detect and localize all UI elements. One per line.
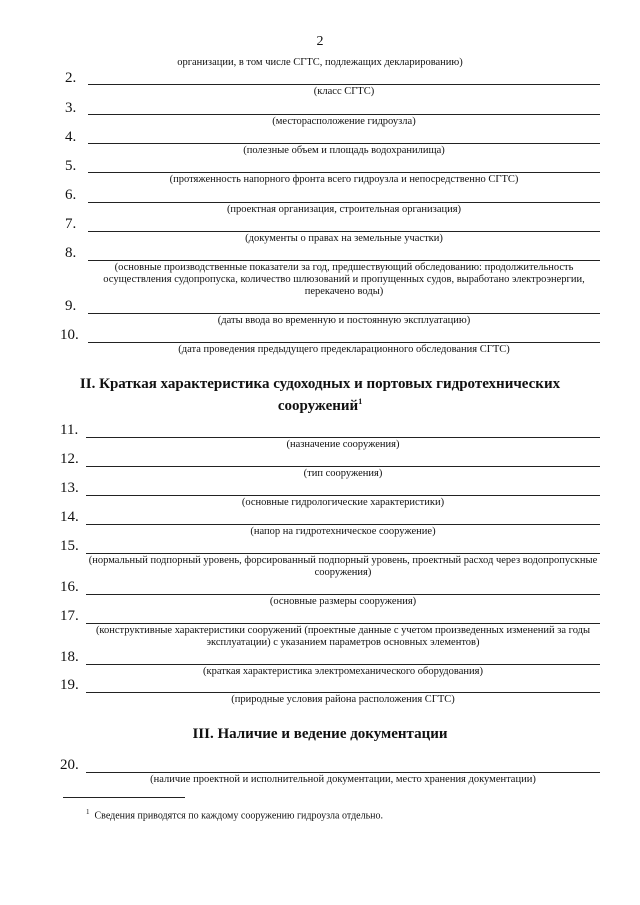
item-caption: (проектная организация, строительная организация) [226,204,462,215]
section-2-title-text: сооружений [277,398,359,414]
item-caption: (даты ввода во временную и постоянную эксплуатацию) [217,315,471,326]
fill-line[interactable] [86,664,600,665]
item-caption: (основные размеры сооружения) [269,596,417,607]
item-number: 15. [60,538,79,554]
fill-line[interactable] [88,172,600,173]
item-number: 19. [60,677,79,693]
item-number: 5. [65,158,77,174]
item-caption-line: (конструктивные характеристики сооружений (проектные данные с учетом произведенных изменений за годы [95,625,591,636]
footnote [86,808,383,821]
page-number: 2 [316,34,324,49]
item-caption: (назначение сооружения) [286,439,400,450]
section-2-title-line2 [0,393,640,415]
item-caption: (наличие проектной и исполнительной документации, место хранения документации) [150,774,536,785]
item-caption: (протяженность напорного фронта всего гидроузла и непосредственно СГТС) [169,174,519,185]
fill-line[interactable] [88,231,600,232]
item-number: 16. [60,579,79,595]
fill-line[interactable] [88,342,600,343]
fill-line[interactable] [88,313,600,314]
item-caption: (напор на гидротехническое сооружение) [250,526,436,537]
item-number: 20. [60,757,79,773]
fill-line[interactable] [86,495,600,496]
item-number: 12. [60,451,79,467]
item-caption-line: эксплуатации) с указанием параметров основных элементов) [206,637,480,648]
item-number: 4. [65,129,77,145]
item-caption: (дата проведения предыдущего предекларационного обследования СГТС) [178,344,510,355]
item-number: 3. [65,100,77,116]
item-number: 10. [60,327,79,343]
item-number: 18. [60,649,79,665]
item-number: 11. [60,422,79,438]
fill-line[interactable] [86,553,600,554]
fill-line[interactable] [86,466,600,467]
item-number: 2. [65,70,77,86]
item-caption-line: (основные производственные показатели за год, предшествующий обследованию: продолжительность [114,262,574,273]
item-caption: (полезные объем и площадь водохранилища) [243,145,445,156]
item-caption: (документы о правах на земельные участки) [245,233,443,244]
item-caption-line: перекачено воды) [304,286,384,297]
item-number: 14. [60,509,79,525]
fill-line[interactable] [88,84,600,85]
fill-line[interactable] [86,692,600,693]
fill-line[interactable] [88,202,600,203]
footnote-ref[interactable]: 1 [358,397,363,406]
item-caption-line: сооружения) [314,567,372,578]
item-number: 17. [60,608,79,624]
item-number: 6. [65,187,77,203]
section-2-title-line1: II. Краткая характеристика судоходных и портовых гидротехнических [79,376,561,392]
item-caption: (класс СГТС) [313,86,375,97]
fill-line[interactable] [86,594,600,595]
item-caption-line: осуществления судопропуска, количество шлюзований и пропущенных судов, выработано электроэнергии, [103,274,585,285]
footnote-mark: 1 [86,808,90,816]
item-caption: (тип сооружения) [303,468,383,479]
item-caption: (основные гидрологические характеристики) [241,497,445,508]
footnote-text: Сведения приводятся по каждому сооружению гидроузла отдельно. [94,810,384,822]
item-caption-line: (нормальный подпорный уровень, форсированный подпорный уровень, проектный расход через водопропускные [88,555,598,566]
intro-caption: организации, в том числе СГТС, подлежащих декларированию) [177,57,463,68]
fill-line[interactable] [88,143,600,144]
fill-line[interactable] [86,623,600,624]
section-3-title: III. Наличие и ведение документации [192,726,448,742]
item-caption: (краткая характеристика электромеханического оборудования) [203,666,483,677]
fill-line[interactable] [88,114,600,115]
item-caption: (природные условия района расположения СГТС) [231,694,455,705]
item-number: 8. [65,245,77,261]
item-number: 13. [60,480,79,496]
fill-line[interactable] [86,524,600,525]
item-caption: (месторасположение гидроузла) [272,116,416,127]
fill-line[interactable] [86,437,600,438]
item-number: 7. [65,216,77,232]
item-number: 9. [65,298,77,314]
footnote-separator [63,797,185,798]
fill-line[interactable] [88,260,600,261]
fill-line[interactable] [86,772,600,773]
